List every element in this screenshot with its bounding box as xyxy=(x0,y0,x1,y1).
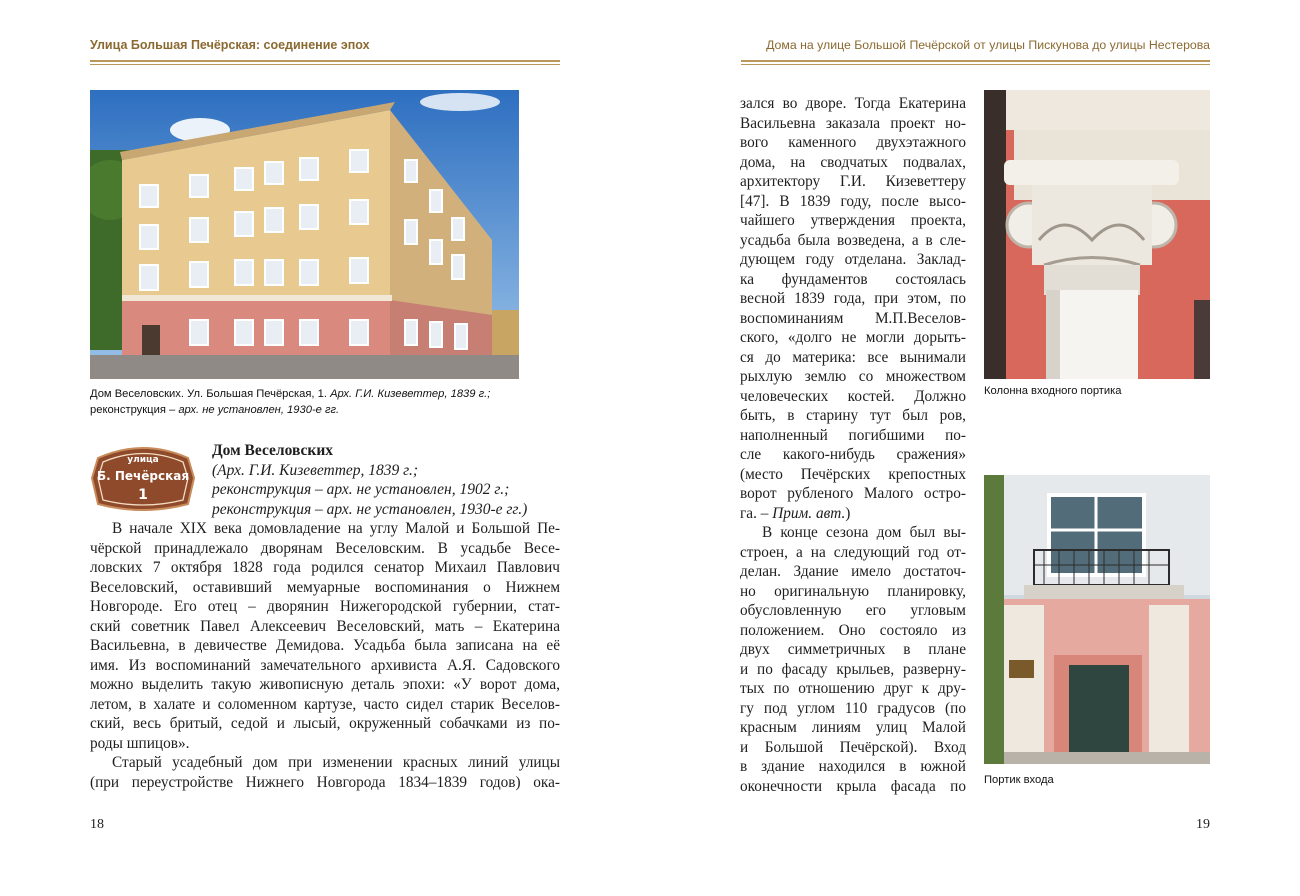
text-line: ский советник Павел Алексеевич Веселовский, мать – Екатерина xyxy=(90,617,560,635)
text-line: человеческих костей. Должно xyxy=(740,387,966,405)
column-photo-caption: Колонна входного портика xyxy=(984,385,1122,397)
street-sign xyxy=(90,444,196,512)
text-line: строен, а на следующий год от- xyxy=(740,543,966,561)
building-photo xyxy=(90,90,519,379)
text-line: Васильевна заказала проект но- xyxy=(740,114,966,132)
header-rule-right xyxy=(741,60,1210,65)
text-line: в здание находился в южной xyxy=(740,758,966,775)
street-sign-name: Б. Печёрская xyxy=(96,469,190,483)
text-line: чайшего утверждения проекта, xyxy=(740,212,966,229)
text-line: рыхлую землю со множеством xyxy=(740,368,966,385)
page-number-left: 18 xyxy=(90,817,104,832)
text-line: дующем году отделана. Заклад- xyxy=(740,251,966,268)
text-line: ский, весь бритый, седой и лысый, окруженный собачками из по- xyxy=(90,715,560,732)
portico-photo xyxy=(984,475,1210,764)
text-line: но оригинальную планировку, xyxy=(740,582,966,600)
text-line: (место Печёрских крепостных xyxy=(740,465,966,483)
text-line: ловских 7 октября 1828 года родился сенатор Михаил Павлович xyxy=(90,559,560,576)
header-rule-left xyxy=(90,60,560,65)
text-line: ворот рубленого Малого остро- xyxy=(740,485,966,502)
text-line: ка фундаментов состоялась xyxy=(740,270,966,288)
text-line: имя. Из воспоминаний замечательного архивиста А.Я. Садовского xyxy=(90,656,560,674)
text-line: весной 1839 года, при этом, по xyxy=(740,290,966,307)
page-number-right: 19 xyxy=(1196,817,1210,832)
text-line: быть, в старину тут был ров, xyxy=(740,407,966,424)
text-line: ского, «долго не могли дорыть- xyxy=(740,329,966,346)
text-line: красным линиям улиц Малой xyxy=(740,719,966,736)
text-line: можно выделить такую живописную деталь эпохи: «У ворот дома, xyxy=(90,676,560,693)
text-line: наполненный погибшими по- xyxy=(740,426,966,444)
text-line: Старый усадебный дом при изменении красных линий улицы xyxy=(112,754,560,771)
text-line: тых по отношению друг к дру- xyxy=(740,680,966,697)
text-line: двух симметричных в плане xyxy=(740,641,966,658)
text-line: вого каменного двухэтажного xyxy=(740,134,966,151)
street-sign-top: улица xyxy=(127,455,159,465)
text-line: и по фасаду крыльев, разверну- xyxy=(740,660,966,678)
section-sub-line: реконструкция – арх. не установлен, 1930-е гг.) xyxy=(212,500,528,518)
section-sub-line: реконструкция – арх. не установлен, 1902 г.; xyxy=(212,481,510,498)
text-line: сле какого-нибудь сражения» xyxy=(740,446,966,463)
portico-photo-caption: Портик входа xyxy=(984,774,1054,786)
column-photo xyxy=(984,90,1210,379)
text-line: делан. Здание имело достаточ- xyxy=(740,563,966,580)
running-head-right: Дома на улице Большой Печёрской от улицы Пискунова до улицы Нестерова xyxy=(766,38,1210,52)
text-line: Васильевна, в девичестве Демидова. Усадьба была записана на её xyxy=(90,637,560,654)
text-line: [47]. В 1839 году, после высо- xyxy=(740,192,966,210)
section-heading xyxy=(212,441,527,519)
text-line: летом, в халате и соломенном картузе, часто сидел старик Веселов- xyxy=(90,695,560,713)
text-line: роды шпицов». xyxy=(90,734,190,752)
text-line: дома, на сводчатых подвалах, xyxy=(740,153,966,171)
left-body-text xyxy=(90,519,560,792)
text-line: га. – Прим. авт.) xyxy=(740,504,851,522)
section-sub-line: (Арх. Г.И. Кизеветтер, 1839 г.; xyxy=(212,461,419,479)
text-line: зался во дворе. Тогда Екатерина xyxy=(740,95,966,112)
section-title: Дом Веселовских xyxy=(212,442,334,459)
right-body-text xyxy=(740,94,966,796)
text-line: В конце сезона дом был вы- xyxy=(762,524,966,541)
text-line: гу под углом 110 градусов (по xyxy=(740,699,966,717)
text-line: и Большой Печёрской). Вход xyxy=(740,738,966,756)
text-line: положением. Оно состояло из xyxy=(740,621,966,639)
text-line: оконечности крыла фасада по xyxy=(740,777,966,795)
text-line: Новгороде. Его отец – дворянин Нижегородской губернии, стат- xyxy=(90,598,560,615)
text-line: ся до материка: все вынимали xyxy=(740,348,966,366)
text-line: (при переустройстве Нижнего Новгорода 1834–1839 годов) ока- xyxy=(90,773,560,791)
text-line: усадьба была возведена, а в сле- xyxy=(740,231,966,249)
text-line: обусловленную его угловым xyxy=(740,602,966,619)
running-head-left: Улица Большая Печёрская: соединение эпох xyxy=(90,38,370,52)
text-line: Веселовский, оставивший мемуарные воспоминания о Нижнем xyxy=(90,578,560,596)
building-photo-caption: Дом Веселовских. Ул. Большая Печёрская, 1. Арх. Г.И. Кизеветтер, 1839 г.; реконструкция – арх. не установлен, 1930-е гг. xyxy=(90,388,491,416)
text-line: чёрской принадлежало дворянам Веселовским. В усадьбе Весе- xyxy=(90,539,560,557)
text-line: архитектору Г.И. Кизеветтеру xyxy=(740,173,966,190)
text-line: В начале XIX века домовладение на углу Малой и Большой Пе- xyxy=(112,520,560,537)
text-line: воспоминаниям М.П.Веселов- xyxy=(740,309,966,327)
street-sign-number: 1 xyxy=(138,487,148,503)
